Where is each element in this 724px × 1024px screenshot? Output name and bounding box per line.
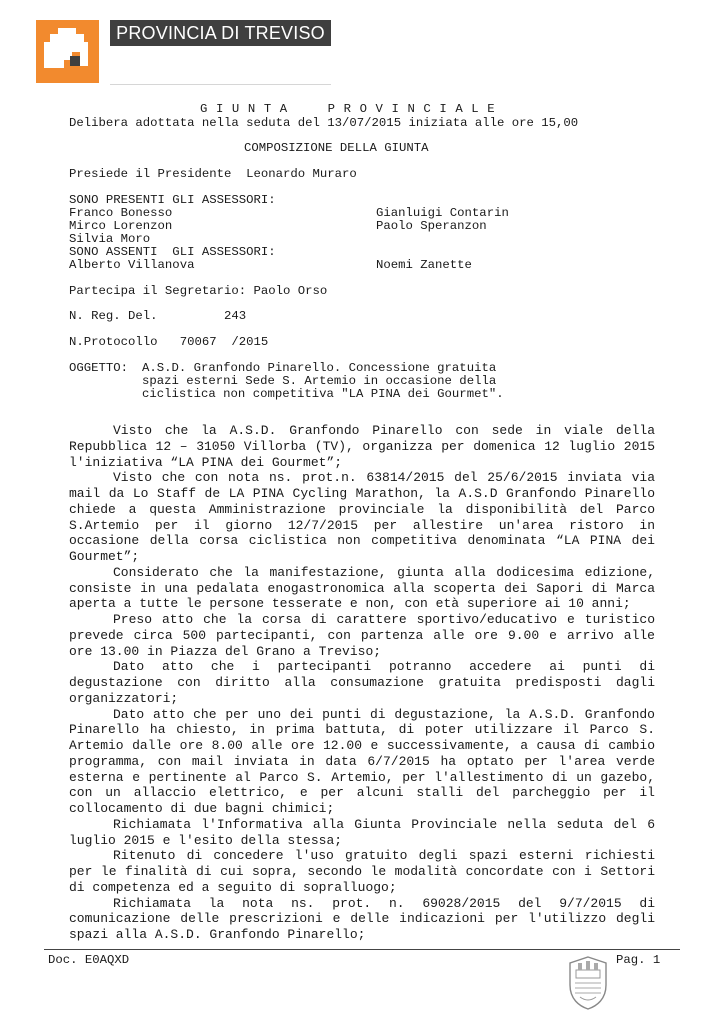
presenti-label: SONO PRESENTI GLI ASSESSORI: (69, 193, 276, 207)
treviso-coat-of-arms-icon (565, 955, 611, 1011)
assessore-assente: Alberto Villanova (69, 258, 195, 272)
oggetto-line: spazi esterni Sede S. Artemio in occasione della (142, 374, 497, 388)
organization-title: PROVINCIA DI TREVISO (110, 20, 331, 46)
assessore-assente: Noemi Zanette (376, 258, 472, 272)
giunta-heading: G I U N T A P R O V I N C I A L E (200, 102, 496, 116)
paragraph: Visto che la A.S.D. Granfondo Pinarello con sede in viale della Repubblica 12 – 31050 Villorba (TV), organizza per domenica 12 luglio 2015 l'iniziativa “LA PINA dei Gourmet”; (69, 423, 655, 470)
footer-divider (44, 949, 680, 950)
paragraph: Ritenuto di concedere l'uso gratuito degli spazi esterni richiesti per le finalità di cui sopra, secondo le modalità concordate con i Settori di competenza ed a seguito di sopralluogo; (69, 848, 655, 895)
paragraph: Preso atto che la corsa di carattere sportivo/educativo e turistico prevede circa 500 partecipanti, con partenza alle ore 9.00 e arrivo alle ore 13.00 in Piazza del Grano a Treviso; (69, 612, 655, 659)
paragraph: Considerato che la manifestazione, giunta alla dodicesima edizione, consiste in una pedalata enogastronomica alla scoperta dei Sapori di Marca aperta a tutte le persone tesserate e non, con età superiore ai 10 anni; (69, 564, 655, 612)
paragraph: Richiamata la nota ns. prot. n. 69028/2015 del 9/7/2015 di comunicazione delle prescrizioni e delle indicazioni per l'utilizzo degli spazi alla A.S.D. Granfondo Pinarello; (69, 895, 655, 942)
assessore-presente: Paolo Speranzon (376, 219, 487, 233)
oggetto-label: OGGETTO: (69, 361, 129, 375)
assessore-presente: Gianluigi Contarin (376, 206, 509, 220)
assessore-presente: Silvia Moro (69, 232, 151, 246)
presiede-line: Presiede il Presidente Leonardo Muraro (69, 167, 357, 181)
reg-del-line: N. Reg. Del. 243 (69, 309, 247, 323)
composizione-heading: COMPOSIZIONE DELLA GIUNTA (244, 141, 429, 155)
paragraph: Visto che con nota ns. prot.n. 63814/2015 del 25/6/2015 inviata via mail da Lo Staff de LA PINA Cycling Marathon, la A.S.D Granfondo Pinarello chiede a questa Amministrazione provinciale la disponibilità del Parco S.Artemio per il giorno 12/7/2015 per allestire un'area ristoro in occasione della corsa ciclistica non competitiva denominata “LA PINA dei Gourmet”; (69, 470, 655, 564)
page-number: Pag. 1 (616, 953, 661, 967)
oggetto-line: ciclistica non competitiva "LA PINA dei Gourmet". (142, 387, 504, 401)
assessore-presente: Mirco Lorenzon (69, 219, 173, 233)
paragraph: Dato atto che i partecipanti potranno accedere ai punti di degustazione con diritto alla consumazione gratuita predisposti dagli organizzatori; (69, 659, 655, 706)
assenti-label: SONO ASSENTI GLI ASSESSORI: (69, 245, 276, 259)
header-divider (110, 84, 331, 85)
segretario-line: Partecipa il Segretario: Paolo Orso (69, 284, 328, 298)
paragraph: Dato atto che per uno dei punti di degustazione, la A.S.D. Granfondo Pinarello ha chiesto, in prima battuta, di poter utilizzare il Parco S. Artemio dalle ore 8.00 alle ore 12.00 e successivamente, a causa di cambio programma, con mail inviata in data 6/7/2015 ha optato per l'area verde esterna e pertinente al Parco S. Artemio, per l'allestimento di un gazebo, con un allaccio elettrico, e per alcuni stalli del parcheggio per il collocamento di due bagni chimici; (69, 706, 655, 816)
province-logo-icon (36, 20, 99, 83)
document-id: Doc. E0AQXD (48, 953, 130, 967)
delibera-line: Delibera adottata nella seduta del 13/07/2015 iniziata alle ore 15,00 (69, 116, 579, 130)
paragraph: Richiamata l'Informativa alla Giunta Provinciale nella seduta del 6 luglio 2015 e l'esito della stessa; (69, 816, 655, 848)
protocollo-line: N.Protocollo 70067 /2015 (69, 335, 269, 349)
oggetto-line: A.S.D. Granfondo Pinarello. Concessione gratuita (142, 361, 497, 375)
assessore-presente: Franco Bonesso (69, 206, 173, 220)
body-text (69, 423, 655, 943)
